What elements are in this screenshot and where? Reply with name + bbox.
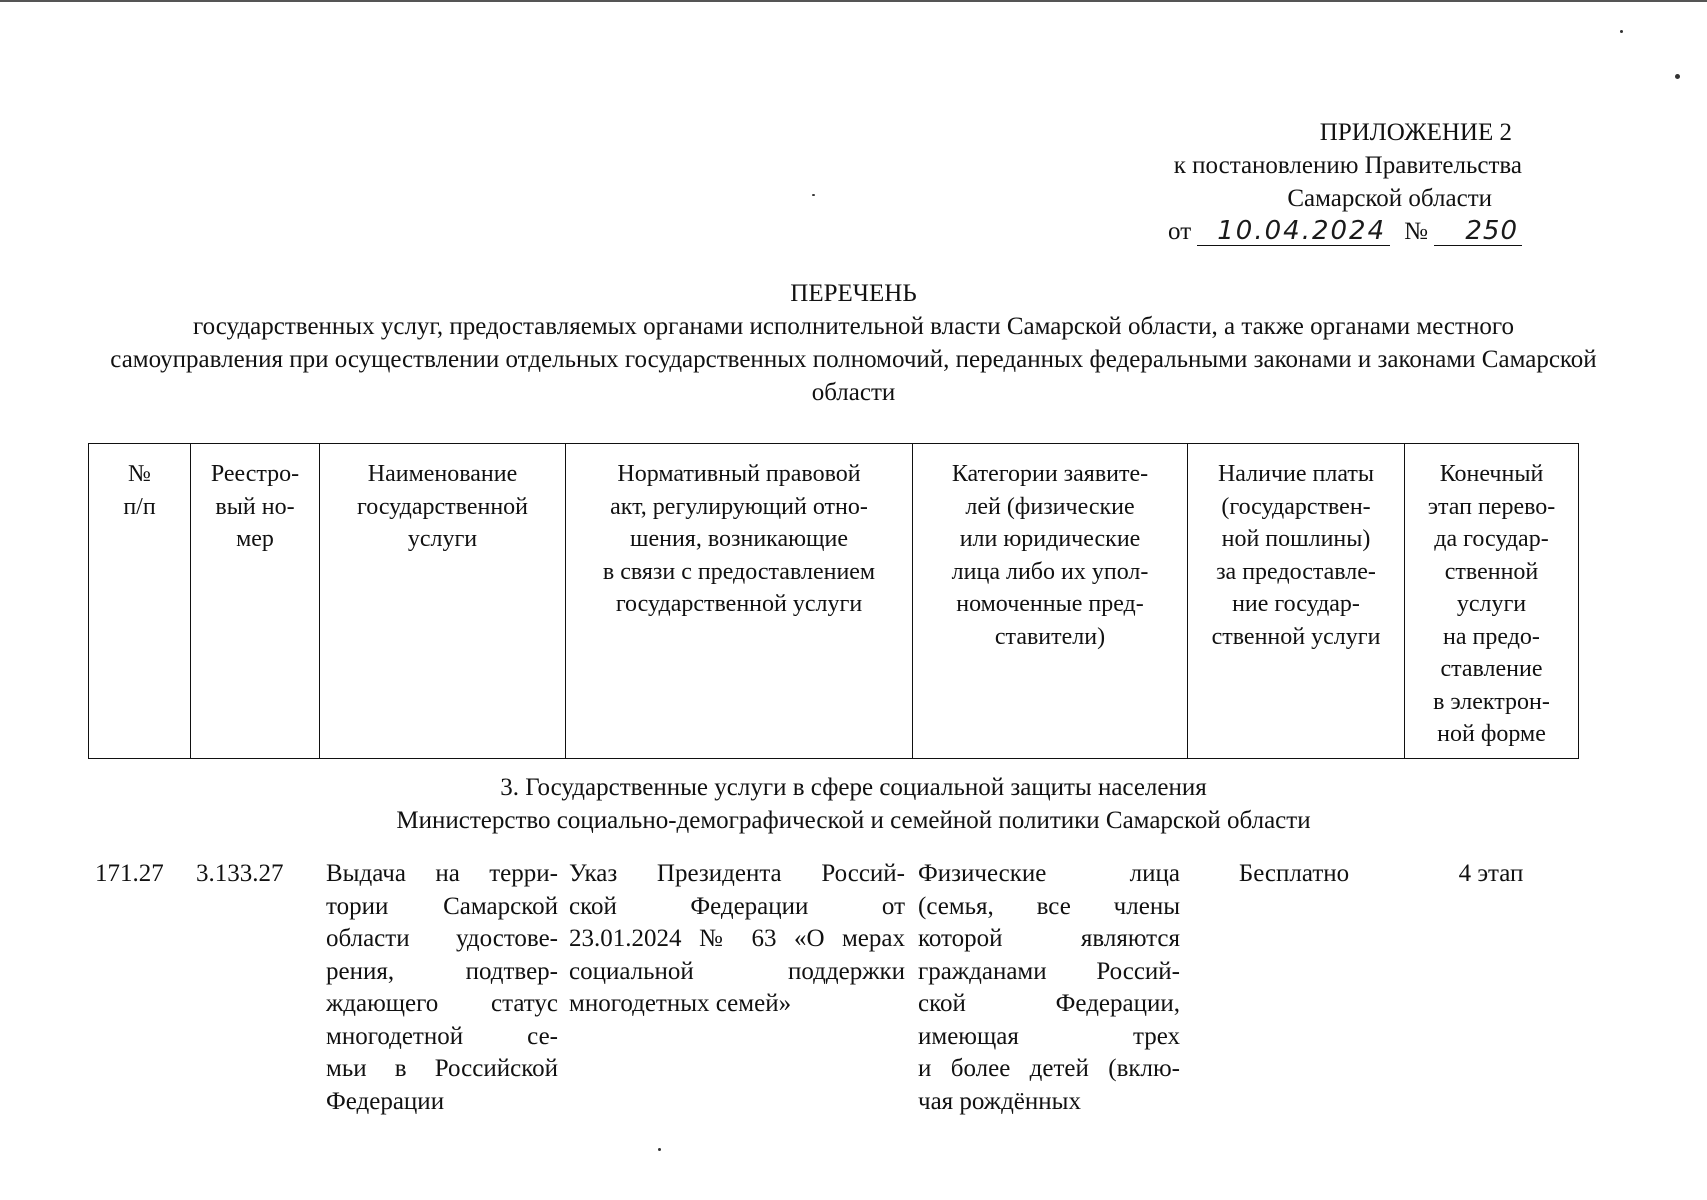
header-line: ственной услуги bbox=[1211, 623, 1381, 650]
header-line: или юридические bbox=[959, 526, 1141, 552]
service-name-line: Федерации bbox=[326, 1087, 445, 1115]
row-service-name bbox=[326, 858, 558, 1118]
category-line: (семья, все члены bbox=[918, 892, 1180, 920]
header-line: за предоставле- bbox=[1216, 558, 1376, 585]
header-cell-applicant-categories bbox=[913, 444, 1188, 759]
row-electronic-stage: 4 этап bbox=[1458, 860, 1524, 887]
appendix-block bbox=[1102, 116, 1522, 248]
header-line: Конечный bbox=[1439, 461, 1544, 487]
section-heading: 3. Государственные услуги в сфере социальной защиты населения bbox=[500, 774, 1207, 801]
legal-act-line: 23.01.2024 № 63 «О мерах bbox=[569, 925, 905, 952]
row-number: 171.27 bbox=[95, 860, 164, 887]
legal-act-line: многодетных семей» bbox=[569, 990, 792, 1017]
header-line: Нормативный правовой bbox=[617, 461, 861, 487]
table-row bbox=[0, 858, 1707, 1118]
header-row bbox=[89, 444, 1579, 759]
legal-act-line: Указ Президента Россий- bbox=[569, 860, 905, 887]
appendix-date-row bbox=[1102, 215, 1522, 248]
header-line: услуги bbox=[1456, 591, 1527, 617]
row-legal-act bbox=[569, 858, 905, 1021]
header-line: Реестро- bbox=[210, 461, 300, 487]
document-title-block bbox=[0, 277, 1707, 409]
header-line: в связи с предоставлением bbox=[602, 558, 876, 585]
appendix-line-3: Самарской области bbox=[1287, 185, 1492, 212]
scan-speck bbox=[1620, 30, 1623, 33]
header-line: лица либо их упол- bbox=[951, 558, 1149, 585]
header-line: Наименование bbox=[367, 461, 518, 487]
header-line: акт, регулирующий отно- bbox=[610, 493, 868, 520]
service-name-line: ждающего статус bbox=[326, 990, 558, 1017]
header-line: ние государ- bbox=[1232, 591, 1360, 617]
header-line: да государ- bbox=[1434, 526, 1549, 552]
service-name-line: мьи в Российской bbox=[326, 1055, 558, 1082]
scan-speck bbox=[1675, 74, 1680, 79]
header-cell-fee bbox=[1188, 444, 1405, 759]
header-cell-electronic-stage bbox=[1405, 444, 1579, 759]
legal-act-line: социальной поддержки bbox=[569, 957, 905, 985]
header-line: ной форме bbox=[1437, 721, 1546, 747]
header-cell-registry bbox=[191, 444, 320, 759]
category-line: чая рождённых bbox=[918, 1087, 1081, 1115]
header-line: Категории заявите- bbox=[951, 461, 1149, 487]
header-line: Наличие платы bbox=[1217, 461, 1375, 487]
category-line: Физические лица bbox=[918, 860, 1180, 887]
header-line: ственной bbox=[1444, 558, 1539, 585]
category-line: имеющая трех bbox=[918, 1022, 1180, 1050]
appendix-title: ПРИЛОЖЕНИЕ 2 bbox=[1319, 119, 1512, 146]
header-line: шения, возникающие bbox=[629, 526, 849, 552]
header-line: государственной bbox=[356, 493, 529, 520]
service-name-line: тории Самарской bbox=[326, 892, 558, 920]
date-prefix: от bbox=[1168, 218, 1192, 245]
header-line: лей (физические bbox=[965, 493, 1135, 520]
header-line: в электрон- bbox=[1433, 688, 1550, 715]
handwritten-number: 250 bbox=[1434, 217, 1522, 246]
header-line: вый но- bbox=[215, 493, 295, 520]
scan-speck bbox=[812, 194, 815, 196]
header-line: № bbox=[128, 461, 151, 487]
category-line: гражданами Россий- bbox=[918, 957, 1180, 985]
ministry-name: Министерство социально-демографической и семейной политики Самарской области bbox=[396, 807, 1311, 834]
header-line: ставители) bbox=[994, 623, 1106, 650]
row-fee: Бесплатно bbox=[1238, 860, 1350, 887]
row-registry-number: 3.133.27 bbox=[196, 860, 284, 887]
header-line: государственной услуги bbox=[615, 591, 863, 617]
header-line: ставление bbox=[1440, 656, 1543, 682]
category-line: ской Федерации, bbox=[918, 990, 1180, 1017]
header-line: (государствен- bbox=[1221, 493, 1371, 520]
header-line: на предо- bbox=[1443, 623, 1540, 650]
header-line: мер bbox=[236, 526, 274, 552]
header-cell-number bbox=[89, 444, 191, 759]
header-line: этап перево- bbox=[1427, 493, 1556, 520]
scan-top-edge bbox=[0, 0, 1707, 2]
row-applicant-categories bbox=[918, 858, 1180, 1118]
header-line: услуги bbox=[407, 526, 478, 552]
category-line: и более детей (вклю- bbox=[918, 1055, 1180, 1082]
service-name-line: области удостове- bbox=[326, 925, 558, 952]
header-cell-legal-act bbox=[566, 444, 913, 759]
section-heading-block bbox=[0, 771, 1707, 837]
service-name-line: рения, подтвер- bbox=[326, 957, 558, 985]
header-table bbox=[88, 443, 1579, 759]
header-cell-service-name bbox=[320, 444, 566, 759]
handwritten-date: 10.04.2024 bbox=[1197, 217, 1390, 246]
document-subtitle: государственных услуг, предоставляемых органами исполнительной власти Самарской области, а также органами местного самоуправления при осуществлении отдельных государственных полномочий, переданных федеральными законами и законами Самарской области bbox=[110, 313, 1597, 406]
service-name-line: Выдача на терри- bbox=[326, 860, 558, 887]
number-prefix: № bbox=[1404, 218, 1428, 245]
appendix-line-2: к постановлению Правительства bbox=[1173, 152, 1522, 179]
header-line: номоченные пред- bbox=[956, 591, 1144, 617]
header-line: ной пошлины) bbox=[1221, 526, 1371, 552]
document-title: ПЕРЕЧЕНЬ bbox=[790, 280, 917, 307]
service-name-line: многодетной се- bbox=[326, 1022, 558, 1050]
scan-speck bbox=[658, 1148, 661, 1151]
header-line: п/п bbox=[123, 493, 156, 520]
category-line: которой являются bbox=[918, 925, 1180, 952]
legal-act-line: ской Федерации от bbox=[569, 892, 905, 920]
